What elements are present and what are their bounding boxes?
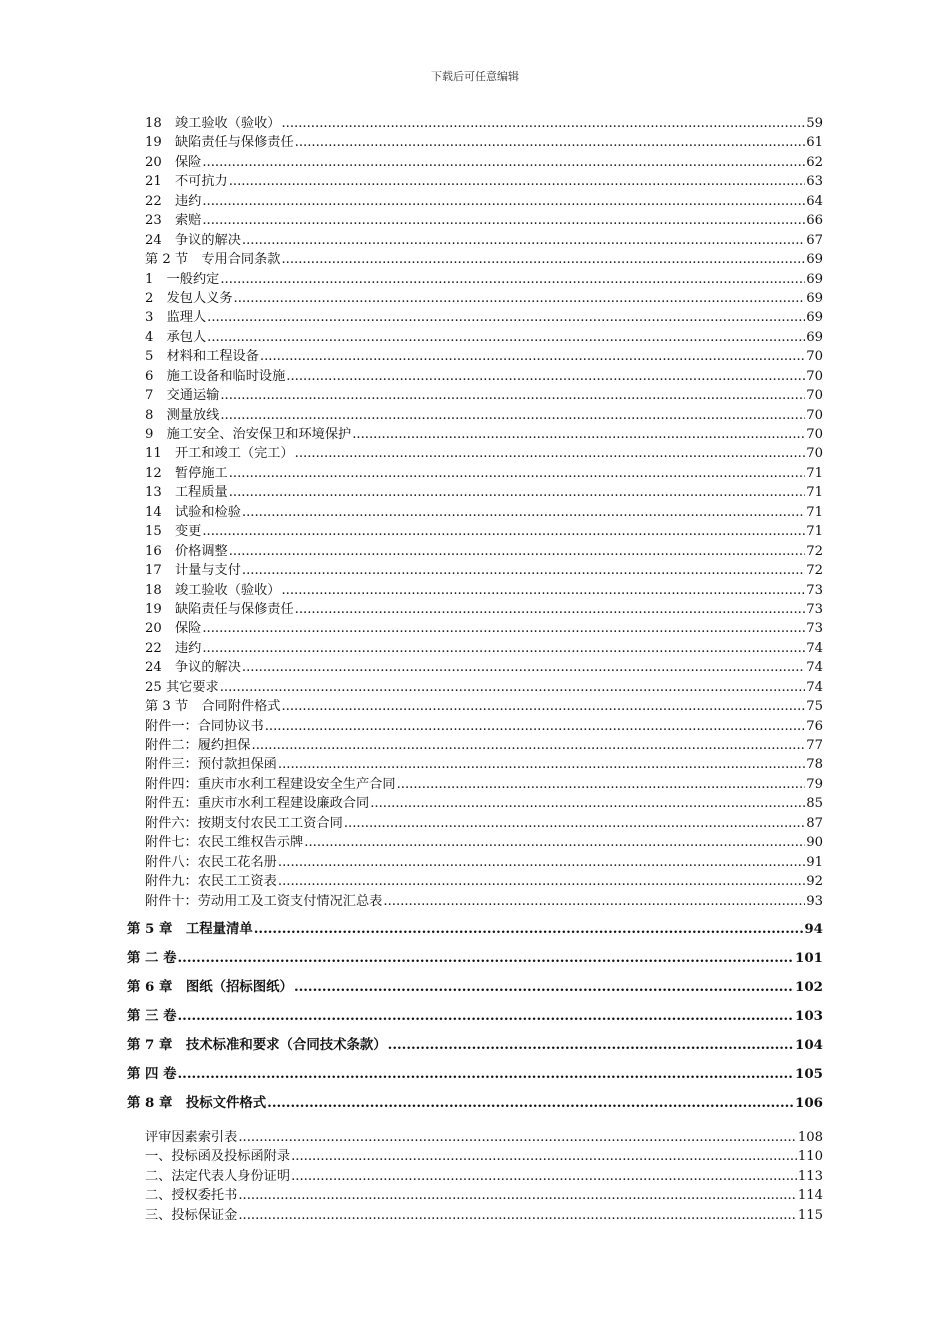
toc-entry-title: 第 6 章 图纸（招标图纸） <box>127 978 293 995</box>
toc-entry-page-number: 115 <box>797 1207 823 1223</box>
toc-dot-leader <box>229 542 806 561</box>
toc-entry-page-number: 69 <box>806 310 823 326</box>
toc-dot-leader <box>229 483 806 502</box>
toc-dot-leader <box>238 1206 797 1225</box>
toc-entry[interactable] <box>127 1031 823 1060</box>
toc-entry-title: 16 价格调整 <box>145 543 228 559</box>
toc-entry-title: 18 竣工验收（验收） <box>145 582 281 598</box>
toc-dot-leader <box>278 872 805 891</box>
toc-entry[interactable] <box>145 503 823 522</box>
toc-entry-page-number: 85 <box>806 796 823 812</box>
toc-dot-leader <box>242 658 805 677</box>
toc-entry[interactable] <box>145 231 823 250</box>
toc-dot-leader <box>397 775 806 794</box>
toc-entry[interactable] <box>145 658 823 677</box>
toc-entry[interactable] <box>145 250 823 269</box>
toc-entry[interactable] <box>127 944 823 973</box>
toc-entry-page-number: 73 <box>806 621 823 637</box>
toc-entry-page-number: 106 <box>795 1094 823 1111</box>
toc-entry[interactable] <box>127 1060 823 1089</box>
toc-dot-leader <box>260 347 805 366</box>
toc-entry-page-number: 70 <box>806 368 823 384</box>
toc-dot-leader <box>202 192 805 211</box>
toc-entry[interactable] <box>145 172 823 191</box>
toc-dot-leader <box>178 1060 795 1089</box>
toc-entry-page-number: 108 <box>797 1129 823 1145</box>
toc-dot-leader <box>178 944 795 973</box>
toc-entry-title: 7 交通运输 <box>145 388 220 404</box>
toc-entry-page-number: 114 <box>797 1188 823 1204</box>
toc-entry-page-number: 104 <box>795 1036 823 1053</box>
toc-dot-leader <box>278 853 805 872</box>
toc-entry[interactable] <box>145 289 823 308</box>
toc-dot-leader <box>291 1167 797 1186</box>
toc-section-chapters <box>0 915 950 1118</box>
toc-entry[interactable] <box>145 794 823 813</box>
toc-dot-leader <box>229 172 806 191</box>
toc-entry[interactable] <box>145 483 823 502</box>
toc-entry-page-number: 87 <box>806 815 823 831</box>
toc-dot-leader <box>278 755 805 774</box>
toc-dot-leader <box>265 717 806 736</box>
toc-entry[interactable] <box>145 1167 823 1186</box>
toc-dot-leader <box>238 1128 797 1147</box>
toc-section-contract <box>0 114 950 911</box>
toc-entry[interactable] <box>145 736 823 755</box>
toc-dot-leader <box>281 697 805 716</box>
toc-entry[interactable] <box>145 133 823 152</box>
toc-entry-title: 附件六：按期支付农民工工资合同 <box>145 815 343 831</box>
toc-entry-page-number: 103 <box>795 1007 823 1024</box>
toc-entry-title: 二、授权委托书 <box>145 1188 238 1204</box>
toc-entry-title: 附件一：合同协议书 <box>145 718 264 734</box>
toc-entry[interactable] <box>145 114 823 133</box>
toc-entry-page-number: 64 <box>806 193 823 209</box>
toc-dot-leader <box>242 503 805 522</box>
toc-entry[interactable] <box>145 1206 823 1225</box>
toc-dot-leader <box>252 736 806 755</box>
toc-entry[interactable] <box>145 872 823 891</box>
toc-dot-leader <box>295 133 806 152</box>
toc-entry[interactable] <box>127 973 823 1002</box>
toc-dot-leader <box>238 1186 797 1205</box>
toc-entry[interactable] <box>145 1128 823 1147</box>
toc-entry-page-number: 90 <box>806 835 823 851</box>
toc-entry[interactable] <box>145 1147 823 1166</box>
toc-entry-page-number: 69 <box>806 329 823 345</box>
toc-entry-page-number: 69 <box>806 271 823 287</box>
toc-entry-page-number: 71 <box>806 485 823 501</box>
toc-entry-page-number: 70 <box>806 407 823 423</box>
toc-entry[interactable] <box>145 833 823 852</box>
toc-entry[interactable] <box>127 915 823 944</box>
toc-entry-page-number: 69 <box>806 290 823 306</box>
toc-entry-page-number: 72 <box>806 543 823 559</box>
toc-entry-page-number: 73 <box>806 582 823 598</box>
toc-entry-title: 一、投标函及投标函附录 <box>145 1149 291 1165</box>
toc-dot-leader <box>286 367 805 386</box>
toc-entry-title: 25 其它要求 <box>145 679 219 695</box>
toc-entry-title: 18 竣工验收（验收） <box>145 116 281 131</box>
toc-entry[interactable] <box>145 522 823 541</box>
toc-dot-leader <box>202 211 805 230</box>
toc-dot-leader <box>229 464 806 483</box>
toc-entry-title: 第 二 卷 <box>127 949 177 966</box>
toc-dot-leader <box>254 915 804 944</box>
toc-dot-leader <box>370 794 805 813</box>
toc-entry-page-number: 102 <box>795 978 823 995</box>
toc-dot-leader <box>220 678 805 697</box>
toc-entry-title: 二、法定代表人身份证明 <box>145 1168 291 1184</box>
toc-entry-title: 24 争议的解决 <box>145 232 241 248</box>
toc-entry-title: 第 5 章 工程量清单 <box>127 920 253 937</box>
toc-entry[interactable] <box>145 464 823 483</box>
toc-entry-page-number: 63 <box>806 174 823 190</box>
toc-dot-leader <box>207 308 805 327</box>
toc-entry-page-number: 101 <box>795 949 823 966</box>
toc-section-bid-forms <box>0 1128 950 1225</box>
toc-entry-title: 21 不可抗力 <box>145 174 228 190</box>
toc-entry-title: 第 2 节 专用合同条款 <box>145 252 281 268</box>
toc-entry[interactable] <box>145 328 823 347</box>
toc-entry-title: 附件四：重庆市水利工程建设安全生产合同 <box>145 776 396 792</box>
toc-entry-page-number: 71 <box>806 524 823 540</box>
toc-entry[interactable] <box>145 697 823 716</box>
toc-dot-leader <box>207 328 805 347</box>
toc-entry[interactable] <box>145 367 823 386</box>
toc-entry-title: 第 8 章 投标文件格式 <box>127 1094 267 1111</box>
toc-entry-title: 附件七：农民工维权告示牌 <box>145 835 304 851</box>
toc-dot-leader <box>242 231 805 250</box>
toc-entry-page-number: 67 <box>806 232 823 248</box>
table-of-contents <box>0 114 950 1225</box>
toc-entry[interactable] <box>145 153 823 172</box>
toc-entry-title: 6 施工设备和临时设施 <box>145 368 286 384</box>
toc-entry-page-number: 92 <box>806 874 823 890</box>
toc-dot-leader <box>281 114 805 133</box>
toc-entry-title: 三、投标保证金 <box>145 1207 238 1223</box>
toc-spacer <box>0 1118 950 1128</box>
toc-entry-title: 附件九：农民工工资表 <box>145 874 277 890</box>
toc-entry-title: 19 缺陷责任与保修责任 <box>145 601 294 617</box>
toc-entry-title: 14 试验和检验 <box>145 504 241 520</box>
toc-dot-leader <box>291 1147 797 1166</box>
toc-entry-title: 附件八：农民工花名册 <box>145 854 277 870</box>
toc-entry[interactable] <box>145 406 823 425</box>
toc-dot-leader <box>220 270 805 289</box>
toc-entry[interactable] <box>127 1002 823 1031</box>
toc-entry-page-number: 75 <box>806 699 823 715</box>
toc-dot-leader <box>304 833 805 852</box>
toc-entry-page-number: 77 <box>806 738 823 753</box>
toc-entry-page-number: 105 <box>795 1065 823 1082</box>
toc-entry-page-number: 70 <box>806 446 823 462</box>
toc-dot-leader <box>294 973 794 1002</box>
toc-entry-title: 20 保险 <box>145 154 202 170</box>
toc-entry-title: 13 工程质量 <box>145 485 228 501</box>
toc-dot-leader <box>242 561 805 580</box>
toc-entry-page-number: 70 <box>806 427 823 442</box>
toc-entry-title: 4 承包人 <box>145 329 207 345</box>
toc-entry-title: 附件二：履约担保 <box>145 738 251 753</box>
toc-entry-title: 附件十：劳动用工及工资支付情况汇总表 <box>145 893 383 909</box>
toc-entry-title: 22 违约 <box>145 640 202 656</box>
toc-entry[interactable] <box>145 775 823 794</box>
toc-entry-title: 11 开工和竣工（完工） <box>145 446 294 462</box>
toc-entry-title: 2 发包人义务 <box>145 290 233 306</box>
toc-entry-page-number: 74 <box>806 679 823 695</box>
toc-entry-page-number: 69 <box>806 252 823 268</box>
toc-dot-leader <box>383 892 805 911</box>
toc-entry-page-number: 71 <box>806 504 823 520</box>
toc-entry-title: 第 四 卷 <box>127 1065 177 1082</box>
toc-dot-leader <box>202 639 805 658</box>
toc-entry-title: 3 监理人 <box>145 310 207 326</box>
page-header: 下载后可任意编辑 <box>431 70 519 83</box>
toc-entry[interactable] <box>145 211 823 230</box>
toc-dot-leader <box>281 250 805 269</box>
toc-dot-leader <box>344 814 805 833</box>
toc-entry[interactable] <box>145 639 823 658</box>
toc-entry-title: 1 一般约定 <box>145 271 220 287</box>
toc-dot-leader <box>388 1031 794 1060</box>
toc-dot-leader <box>281 581 805 600</box>
toc-entry-title: 20 保险 <box>145 621 202 637</box>
toc-entry-title: 附件五：重庆市水利工程建设廉政合同 <box>145 796 370 812</box>
toc-entry-page-number: 76 <box>806 718 823 734</box>
toc-entry-page-number: 91 <box>806 854 823 870</box>
toc-entry-page-number: 73 <box>806 601 823 617</box>
toc-entry[interactable] <box>145 619 823 638</box>
toc-entry-page-number: 70 <box>806 349 823 365</box>
toc-entry[interactable] <box>145 717 823 736</box>
toc-entry-page-number: 113 <box>797 1168 823 1184</box>
toc-entry-page-number: 93 <box>806 893 823 909</box>
toc-entry[interactable] <box>145 192 823 211</box>
toc-entry[interactable] <box>145 755 823 774</box>
toc-entry[interactable] <box>145 444 823 463</box>
toc-entry[interactable] <box>145 386 823 405</box>
toc-dot-leader <box>178 1002 795 1031</box>
toc-dot-leader <box>220 406 805 425</box>
toc-entry-page-number: 74 <box>806 640 823 656</box>
toc-dot-leader <box>220 386 805 405</box>
toc-entry-page-number: 110 <box>797 1149 823 1165</box>
toc-entry[interactable] <box>127 1089 823 1118</box>
toc-dot-leader <box>202 153 805 172</box>
toc-entry-title: 第 三 卷 <box>127 1007 177 1024</box>
toc-entry-page-number: 59 <box>806 116 823 131</box>
toc-entry-page-number: 61 <box>806 135 823 151</box>
toc-entry-title: 8 测量放线 <box>145 407 220 423</box>
toc-entry-title: 评审因素索引表 <box>145 1129 238 1145</box>
toc-dot-leader <box>202 619 805 638</box>
toc-entry[interactable] <box>145 600 823 619</box>
toc-dot-leader <box>202 522 805 541</box>
toc-entry-page-number: 79 <box>806 776 823 792</box>
toc-entry-title: 12 暂停施工 <box>145 465 228 481</box>
toc-entry-title: 9 施工安全、治安保卫和环境保护 <box>145 427 352 442</box>
toc-entry[interactable] <box>145 270 823 289</box>
toc-entry-page-number: 66 <box>806 213 823 229</box>
toc-entry[interactable] <box>145 542 823 561</box>
toc-entry-title: 23 索赔 <box>145 213 202 229</box>
toc-entry[interactable] <box>145 347 823 366</box>
toc-entry-title: 附件三：预付款担保函 <box>145 757 277 773</box>
toc-dot-leader <box>234 289 806 308</box>
toc-entry-page-number: 94 <box>804 920 823 937</box>
toc-dot-leader <box>295 600 806 619</box>
toc-entry[interactable] <box>145 1186 823 1205</box>
toc-entry[interactable] <box>145 561 823 580</box>
toc-entry-page-number: 78 <box>806 757 823 773</box>
toc-dot-leader <box>295 444 806 463</box>
toc-entry-title: 第 3 节 合同附件格式 <box>145 699 281 715</box>
toc-entry-page-number: 70 <box>806 388 823 404</box>
toc-entry-page-number: 71 <box>806 465 823 481</box>
toc-entry[interactable] <box>145 892 823 911</box>
toc-entry-title: 19 缺陷责任与保修责任 <box>145 135 294 151</box>
toc-entry-title: 24 争议的解决 <box>145 660 241 676</box>
toc-entry[interactable] <box>145 581 823 600</box>
toc-entry[interactable] <box>145 814 823 833</box>
toc-entry-title: 22 违约 <box>145 193 202 209</box>
toc-entry[interactable] <box>145 425 823 444</box>
toc-entry-page-number: 74 <box>806 660 823 676</box>
toc-entry-page-number: 72 <box>806 563 823 579</box>
toc-entry[interactable] <box>145 308 823 327</box>
toc-entry-title: 第 7 章 技术标准和要求（合同技术条款） <box>127 1036 387 1053</box>
toc-entry[interactable] <box>145 678 823 697</box>
toc-dot-leader <box>352 425 805 444</box>
toc-entry[interactable] <box>145 853 823 872</box>
toc-entry-title: 5 材料和工程设备 <box>145 349 259 365</box>
toc-entry-page-number: 62 <box>806 154 823 170</box>
toc-dot-leader <box>267 1089 794 1118</box>
toc-entry-title: 17 计量与支付 <box>145 563 241 579</box>
toc-entry-title: 15 变更 <box>145 524 202 540</box>
